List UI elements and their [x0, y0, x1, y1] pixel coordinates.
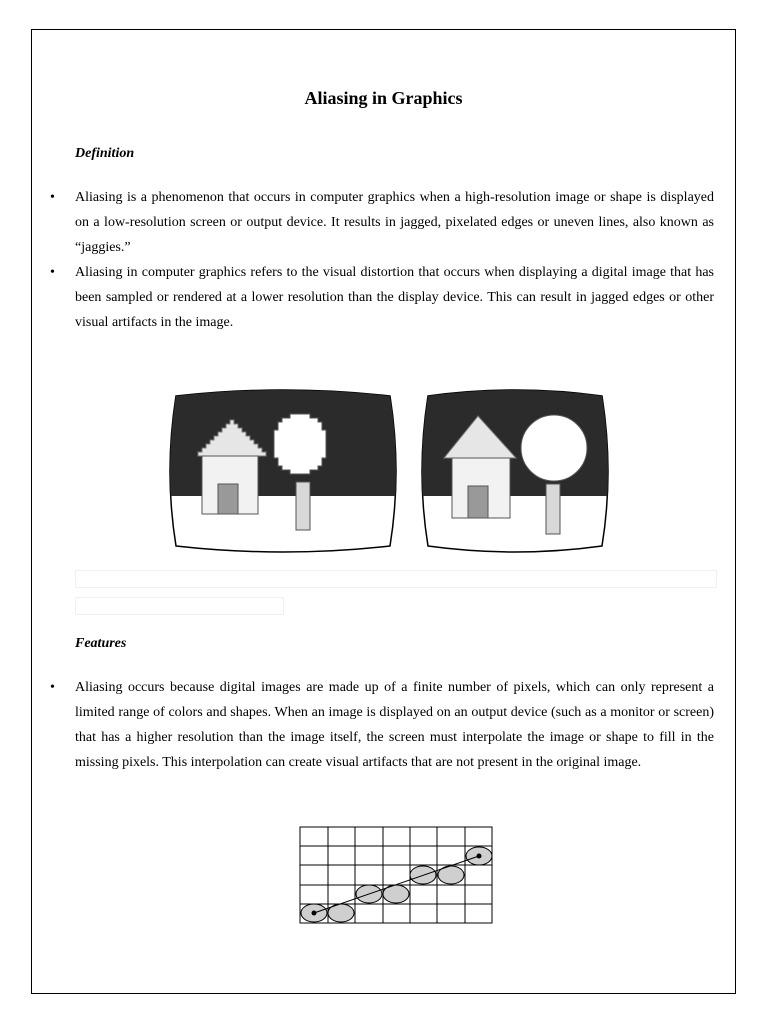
list-item: • Aliasing in computer graphics refers to the visual distortion that occurs when displaying a digital image that has been sampled or rendered at a lower resolution than the display device. This can result in jagged edges or other visual artifacts in the image.: [50, 260, 714, 335]
blank-field: [75, 570, 717, 588]
page-title: Aliasing in Graphics: [304, 88, 463, 108]
aliased-house-tree-scene: [158, 386, 408, 552]
features-list: [50, 675, 714, 775]
definition-list: [50, 185, 714, 335]
features-heading: Features: [75, 636, 127, 651]
aliasing-screens-figure: [158, 386, 618, 558]
smooth-house-tree-scene: [410, 386, 618, 552]
list-item: • Aliasing occurs because digital images are made up of a finite number of pixels, which can only represent a limited range of colors and shapes. When an image is displayed on an output device (such as a monitor or screen) that has a higher resolution than the image itself, the screen must interpolate the image or shape to fill in the missing pixels. This interpolation can create visual artifacts that are not present in the original image.: [50, 675, 714, 775]
blank-field: [75, 597, 284, 615]
pixel-grid-line-raster: [299, 826, 495, 926]
definition-heading: Definition: [75, 146, 135, 161]
list-item: • Aliasing is a phenomenon that occurs in computer graphics when a high-resolution image or shape is displayed on a low-resolution screen or output device. It results in jagged, pixelated edges or uneven lines, also known as “jaggies.”: [50, 185, 714, 260]
